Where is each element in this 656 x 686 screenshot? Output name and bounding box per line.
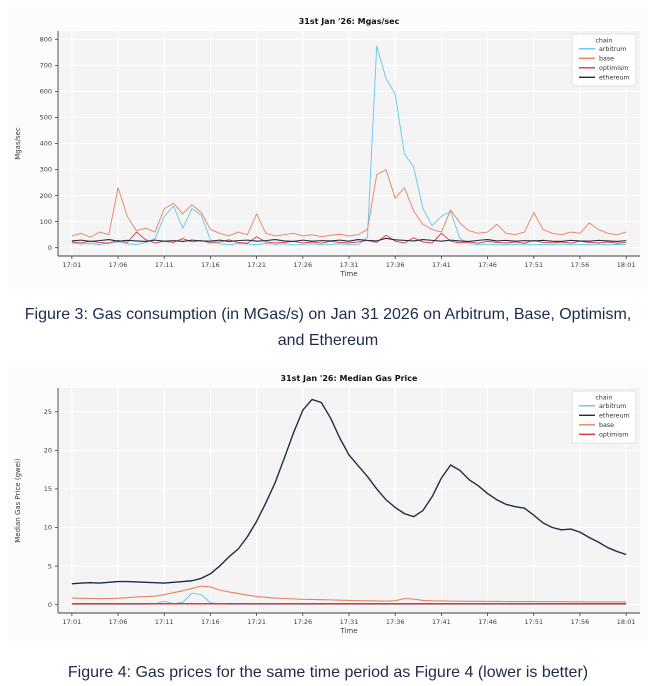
y-tick-label: 500 — [39, 113, 52, 122]
x-tick-label: 17:51 — [524, 618, 544, 626]
x-axis-label: Time — [340, 270, 358, 278]
legend-label-ethereum: ethereum — [599, 74, 630, 82]
x-tick-label: 17:31 — [339, 618, 359, 626]
legend-label-optimism: optimism — [599, 431, 629, 439]
y-axis-label: Median Gas Price (gwei) — [14, 458, 22, 543]
x-axis-label: Time — [340, 627, 358, 635]
x-tick-label: 17:36 — [385, 618, 405, 626]
x-tick-label: 17:56 — [570, 618, 590, 626]
figure3-caption: Figure 3: Gas consumption (in MGas/s) on Jan 31 2026 on Arbitrum, Base, Optimism, and Ethereum — [24, 306, 632, 349]
chart-title: 31st Jan '26: Mgas/sec — [298, 17, 400, 26]
y-tick-label: 25 — [43, 407, 52, 416]
x-tick-label: 17:21 — [247, 261, 266, 269]
x-tick-label: 17:26 — [293, 261, 313, 269]
x-tick-label: 17:31 — [339, 261, 359, 269]
x-tick-label: 17:46 — [478, 261, 497, 269]
chart-title: 31st Jan '26: Median Gas Price — [280, 374, 418, 383]
x-tick-label: 17:16 — [201, 618, 220, 626]
legend-label-base: base — [599, 55, 615, 63]
y-tick-label: 0 — [47, 243, 52, 252]
x-tick-label: 17:26 — [293, 618, 313, 626]
x-tick-label: 17:01 — [62, 618, 82, 626]
y-tick-label: 15 — [43, 485, 52, 494]
y-tick-label: 700 — [39, 61, 52, 70]
x-tick-label: 18:01 — [616, 618, 636, 626]
x-tick-label: 17:51 — [524, 261, 544, 269]
y-tick-label: 20 — [43, 446, 52, 455]
y-tick-label: 800 — [39, 35, 52, 44]
x-tick-label: 17:41 — [432, 261, 451, 269]
y-tick-label: 200 — [39, 191, 52, 200]
x-tick-label: 17:56 — [570, 261, 590, 269]
y-tick-label: 10 — [43, 523, 52, 532]
x-tick-label: 17:36 — [385, 261, 405, 269]
y-tick-label: 400 — [39, 139, 52, 148]
legend-label-optimism: optimism — [599, 65, 629, 72]
legend-label-base: base — [599, 422, 615, 429]
x-tick-label: 17:21 — [247, 618, 266, 626]
y-tick-label: 5 — [47, 562, 52, 571]
x-tick-label: 18:01 — [616, 261, 636, 269]
x-tick-label: 17:41 — [432, 618, 451, 626]
legend-title: chain — [595, 37, 613, 45]
legend-label-arbitrum: arbitrum — [599, 46, 627, 53]
legend-title: chain — [595, 394, 613, 402]
figure3-gas-consumption-chart — [8, 6, 648, 294]
x-tick-label: 17:06 — [108, 261, 128, 269]
figure4-gas-price-chart — [8, 366, 648, 646]
x-tick-label: 17:01 — [62, 261, 82, 269]
y-tick-label: 300 — [39, 165, 52, 174]
y-tick-label: 0 — [47, 600, 52, 609]
y-tick-label: 600 — [39, 87, 52, 96]
x-tick-label: 17:06 — [108, 618, 128, 626]
figure4-chart-svg — [8, 366, 648, 646]
x-tick-label: 17:11 — [154, 618, 174, 626]
x-tick-label: 17:46 — [478, 618, 497, 626]
figure4-caption: Figure 4: Gas prices for the same time period as Figure 4 (lower is better) — [67, 664, 589, 681]
x-tick-label: 17:11 — [154, 261, 174, 269]
legend-label-ethereum: ethereum — [599, 412, 630, 420]
x-tick-label: 17:16 — [201, 261, 220, 269]
y-axis-label: Mgas/sec — [14, 127, 22, 160]
legend-label-arbitrum: arbitrum — [599, 403, 627, 410]
y-tick-label: 100 — [39, 217, 52, 226]
figure3-chart-svg — [8, 6, 648, 294]
